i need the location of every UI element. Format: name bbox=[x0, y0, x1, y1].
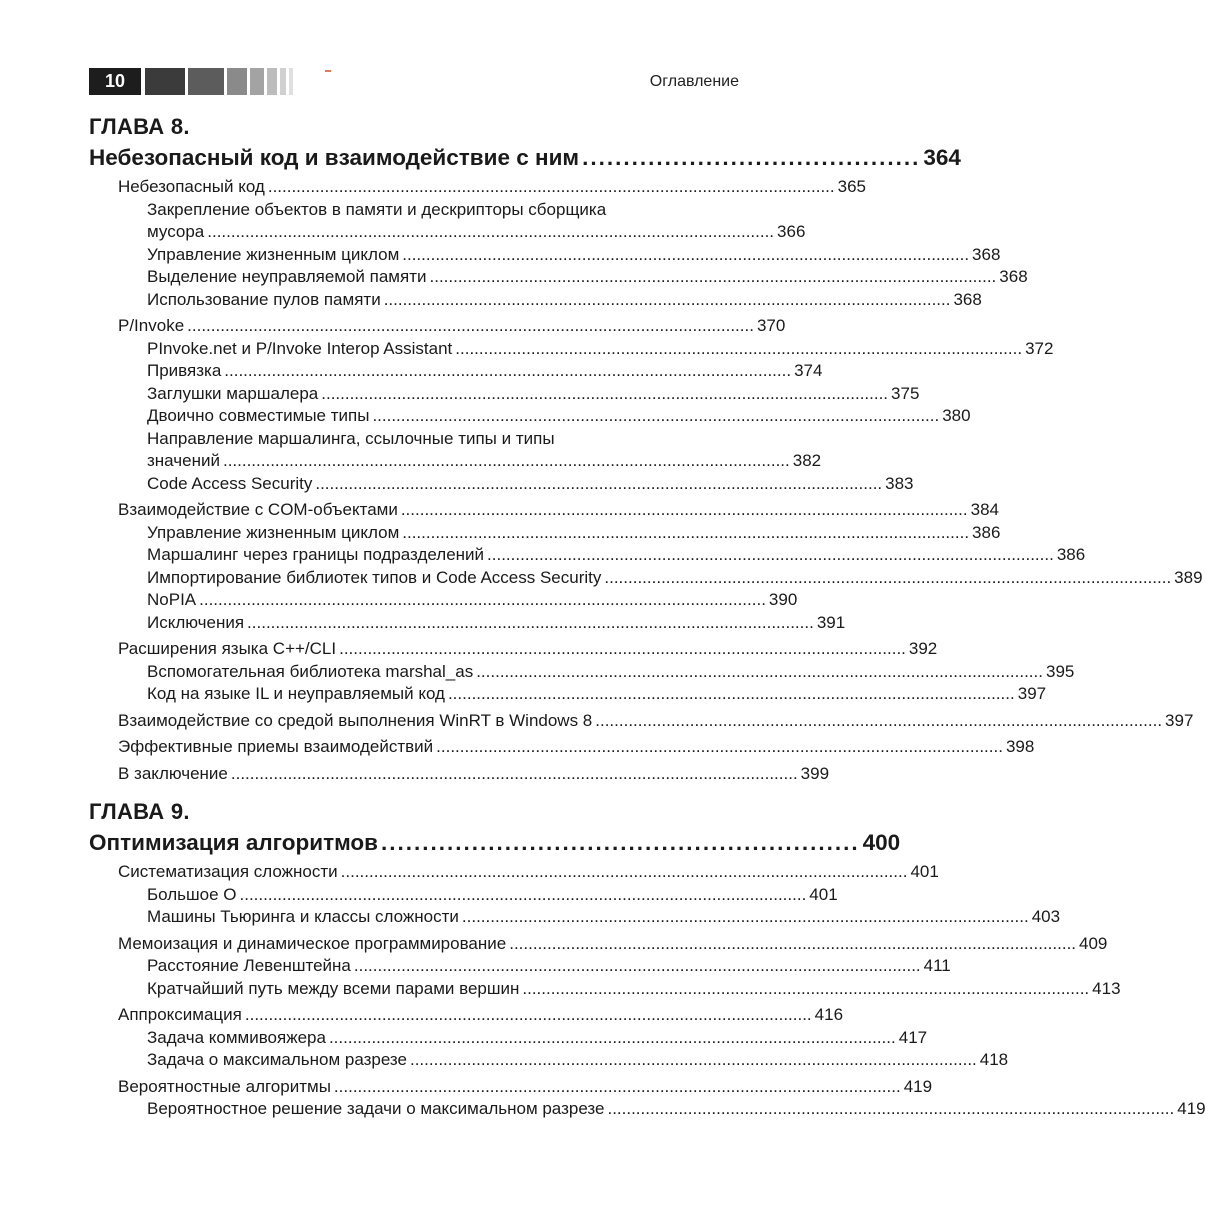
toc-entry[interactable]: Мемоизация и динамическое программирование ........................................................................................................................ 409 bbox=[118, 933, 1108, 953]
chapter-title: Небезопасный код и взаимодействие с ним bbox=[89, 145, 580, 170]
running-title: Оглавление bbox=[649, 73, 739, 90]
toc-entry[interactable]: Код на языке IL и неуправляемый код ........................................................................................................................ 397 bbox=[147, 684, 1047, 703]
toc-entry[interactable]: Двоично совместимые типы ........................................................................................................................ 380 bbox=[147, 406, 971, 425]
header-decor-block bbox=[250, 68, 264, 95]
toc-entry[interactable]: Управление жизненным циклом ........................................................................................................................ 368 bbox=[147, 244, 1001, 264]
toc-entry[interactable]: Выделение неуправляемой памяти ........................................................................................................................ 368 bbox=[147, 267, 1028, 286]
toc-entry[interactable]: Привязка ........................................................................................................................ 374 bbox=[147, 361, 823, 380]
chapter-9 bbox=[89, 797, 1206, 1121]
toc-entry[interactable]: мусора ........................................................................................................................ 366 bbox=[147, 222, 806, 241]
toc-entry[interactable]: значений ........................................................................................................................ 382 bbox=[147, 451, 822, 470]
header-decor-block bbox=[145, 68, 185, 95]
header-decor-block bbox=[188, 68, 224, 95]
header-accent-mark bbox=[325, 70, 331, 72]
header-decor-block bbox=[289, 68, 293, 95]
dot-leader: .......................................................... bbox=[381, 830, 860, 855]
header-decor-block bbox=[280, 68, 286, 95]
header-decor-block bbox=[227, 68, 247, 95]
dot-leader: ......................................... bbox=[582, 145, 921, 170]
chapter-page: 364 bbox=[923, 145, 961, 170]
toc-entry[interactable]: Расстояние Левенштейна ........................................................................................................................ 411 bbox=[147, 956, 951, 975]
toc-entry[interactable]: Маршалинг через границы подразделений ........................................................................................................................ 386 bbox=[147, 545, 1086, 564]
toc-entry[interactable]: Вероятностное решение задачи о максимальном разрезе ........................................................................................................................ 419 bbox=[147, 1099, 1206, 1118]
toc-entry[interactable]: PInvoke.net и P/Invoke Interop Assistant ........................................................................................................................ 372 bbox=[147, 338, 1054, 358]
chapter-title-row[interactable] bbox=[89, 827, 901, 859]
toc-entry[interactable]: Машины Тьюринга и классы сложности ........................................................................................................................ 403 bbox=[147, 907, 1061, 926]
toc-entry[interactable]: Эффективные приемы взаимодействий ........................................................................................................................ 398 bbox=[118, 737, 1035, 756]
toc-entry[interactable]: Исключения ........................................................................................................................ 391 bbox=[147, 612, 846, 632]
toc-entry-first-line: Направление маршалинга, ссылочные типы и типы bbox=[147, 428, 555, 448]
toc-entry[interactable]: Вспомогательная библиотека marshal_as ........................................................................................................................ 395 bbox=[147, 661, 1075, 681]
toc-entry[interactable]: Систематизация сложности ........................................................................................................................ 401 bbox=[118, 862, 939, 881]
toc-entry[interactable]: Задача коммивояжера ........................................................................................................................ 417 bbox=[147, 1027, 928, 1047]
toc-entry[interactable]: NoPIA ........................................................................................................................ 390 bbox=[147, 590, 798, 609]
toc-entry[interactable]: Взаимодействие со средой выполнения WinRT в Windows 8 ........................................................................................................................ 397 bbox=[118, 710, 1194, 730]
chapter-title-row[interactable] bbox=[89, 142, 961, 174]
header-decor-block bbox=[267, 68, 277, 95]
toc-entry[interactable]: Кратчайший путь между всеми парами вершин ........................................................................................................................ 413 bbox=[147, 978, 1121, 998]
page-number: 10 bbox=[89, 68, 141, 95]
toc-entry[interactable]: P/Invoke ........................................................................................................................ 370 bbox=[118, 316, 786, 335]
toc-entry-first-line: Закрепление объектов в памяти и дескрипторы сборщика bbox=[147, 199, 607, 219]
toc-entry[interactable]: Code Access Security ........................................................................................................................ 383 bbox=[147, 473, 914, 493]
chapter-page: 400 bbox=[862, 830, 901, 855]
page-header bbox=[89, 68, 739, 95]
toc-entry[interactable]: Небезопасный код ........................................................................................................................ 365 bbox=[118, 177, 866, 196]
toc-entry[interactable]: Задача о максимальном разрезе ........................................................................................................................ 418 bbox=[147, 1050, 1009, 1069]
chapter-label: ГЛАВА 8. bbox=[89, 114, 190, 139]
toc-entry[interactable]: Большое O ........................................................................................................................ 401 bbox=[147, 884, 838, 904]
toc-entry[interactable]: Импортирование библиотек типов и Code Access Security ........................................................................................................................ 389 bbox=[147, 567, 1203, 587]
toc-entry[interactable]: Аппроксимация ........................................................................................................................ 416 bbox=[118, 1005, 844, 1024]
chapter-8 bbox=[89, 112, 1203, 785]
toc-entry[interactable]: Управление жизненным циклом ........................................................................................................................ 386 bbox=[147, 522, 1001, 542]
toc-entry[interactable]: Использование пулов памяти ........................................................................................................................ 368 bbox=[147, 289, 982, 309]
toc-entry[interactable]: Вероятностные алгоритмы ........................................................................................................................ 419 bbox=[118, 1076, 933, 1096]
chapter-title: Оптимизация алгоритмов bbox=[89, 830, 379, 855]
toc-entry[interactable]: Взаимодействие с COM-объектами ........................................................................................................................ 384 bbox=[118, 500, 999, 519]
chapter-label: ГЛАВА 9. bbox=[89, 799, 190, 824]
toc-entry[interactable]: Заглушки маршалера ........................................................................................................................ 375 bbox=[147, 383, 920, 403]
toc-entry[interactable]: В заключение ........................................................................................................................ 399 bbox=[118, 763, 830, 783]
table-of-contents bbox=[89, 112, 1206, 1123]
toc-entry[interactable]: Расширения языка C++/CLI ........................................................................................................................ 392 bbox=[118, 639, 938, 658]
